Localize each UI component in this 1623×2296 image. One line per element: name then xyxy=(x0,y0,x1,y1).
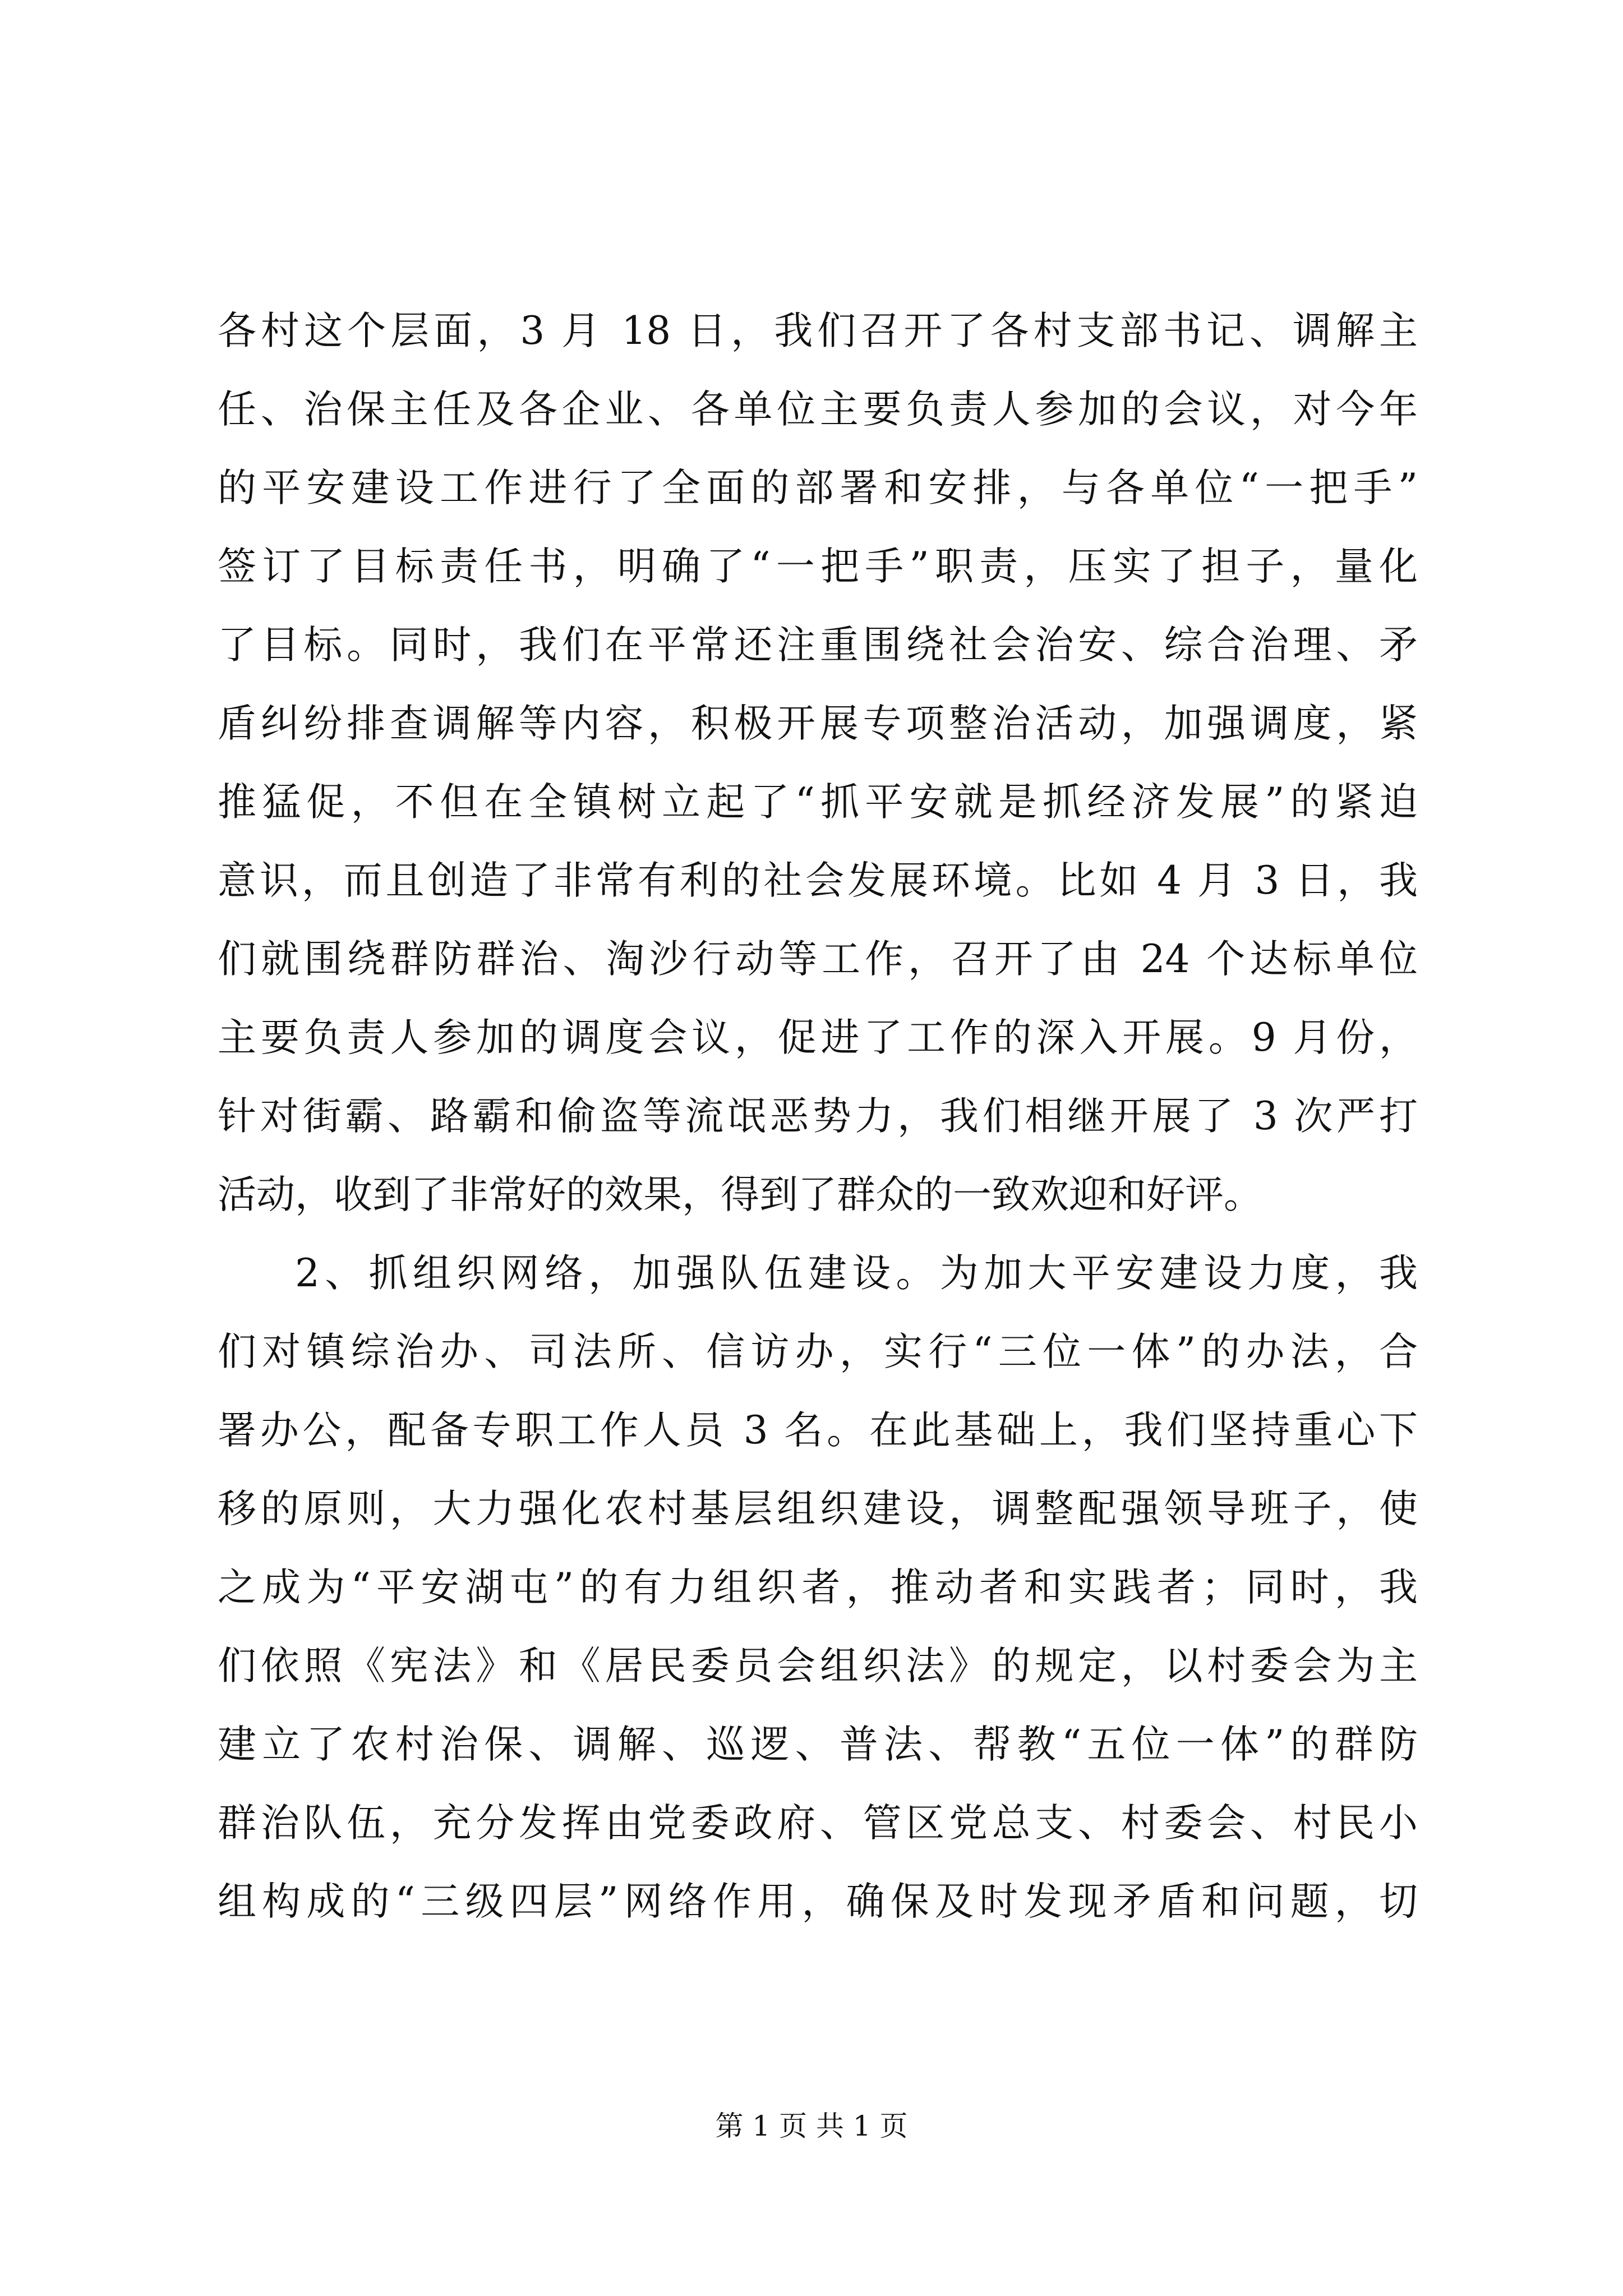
page-footer: 第 1 页 共 1 页 xyxy=(715,2110,908,2142)
paragraph-start-line: 2、抓组织网络，加强队伍建设。为加大平安建设力度，我 xyxy=(295,1251,1418,1296)
text-line: 任、治保主任及各企业、各单位主要负责人参加的会议，对今年 xyxy=(218,387,1418,432)
text-line: 了目标。同时，我们在平常还注重围绕社会治安、综合治理、矛 xyxy=(218,623,1418,668)
text-line: 的平安建设工作进行了全面的部署和安排，与各单位“一把手” xyxy=(218,466,1418,510)
body-text xyxy=(218,292,1418,1941)
text-line: 针对街霸、路霸和偷盗等流氓恶势力，我们相继开展了 3 次严打 xyxy=(218,1094,1418,1139)
text-line: 签订了目标责任书，明确了“一把手”职责，压实了担子，量化 xyxy=(218,544,1418,589)
text-line: 组构成的“三级四层”网络作用，确保及时发现矛盾和问题，切 xyxy=(218,1879,1418,1924)
text-line: 盾纠纷排查调解等内容，积极开展专项整治活动，加强调度，紧 xyxy=(218,701,1418,746)
text-line: 署办公，配备专职工作人员 3 名。在此基础上，我们坚持重心下 xyxy=(218,1408,1418,1453)
text-line: 推猛促，不但在全镇树立起了“抓平安就是抓经济发展”的紧迫 xyxy=(218,780,1418,825)
text-line: 建立了农村治保、调解、巡逻、普法、帮教“五位一体”的群防 xyxy=(218,1722,1418,1767)
text-line: 们依照《宪法》和《居民委员会组织法》的规定，以村委会为主 xyxy=(218,1644,1418,1688)
text-line: 们对镇综治办、司法所、信访办，实行“三位一体”的办法，合 xyxy=(218,1329,1418,1374)
text-line: 群治队伍，充分发挥由党委政府、管区党总支、村委会、村民小 xyxy=(218,1801,1418,1846)
text-line: 之成为“平安湖屯”的有力组织者，推动者和实践者；同时，我 xyxy=(218,1565,1418,1610)
text-line: 各村这个层面，3 月 18 日，我们召开了各村支部书记、调解主 xyxy=(218,309,1418,353)
text-line: 移的原则，大力强化农村基层组织建设，调整配强领导班子，使 xyxy=(218,1487,1418,1531)
text-line: 们就围绕群防群治、淘沙行动等工作，召开了由 24 个达标单位 xyxy=(218,937,1418,982)
text-line: 活动，收到了非常好的效果，得到了群众的一致欢迎和好评。 xyxy=(218,1172,1262,1217)
text-line: 意识，而且创造了非常有利的社会发展环境。比如 4 月 3 日，我 xyxy=(218,858,1418,903)
text-line: 主要负责人参加的调度会议，促进了工作的深入开展。9 月份， xyxy=(218,1015,1418,1060)
